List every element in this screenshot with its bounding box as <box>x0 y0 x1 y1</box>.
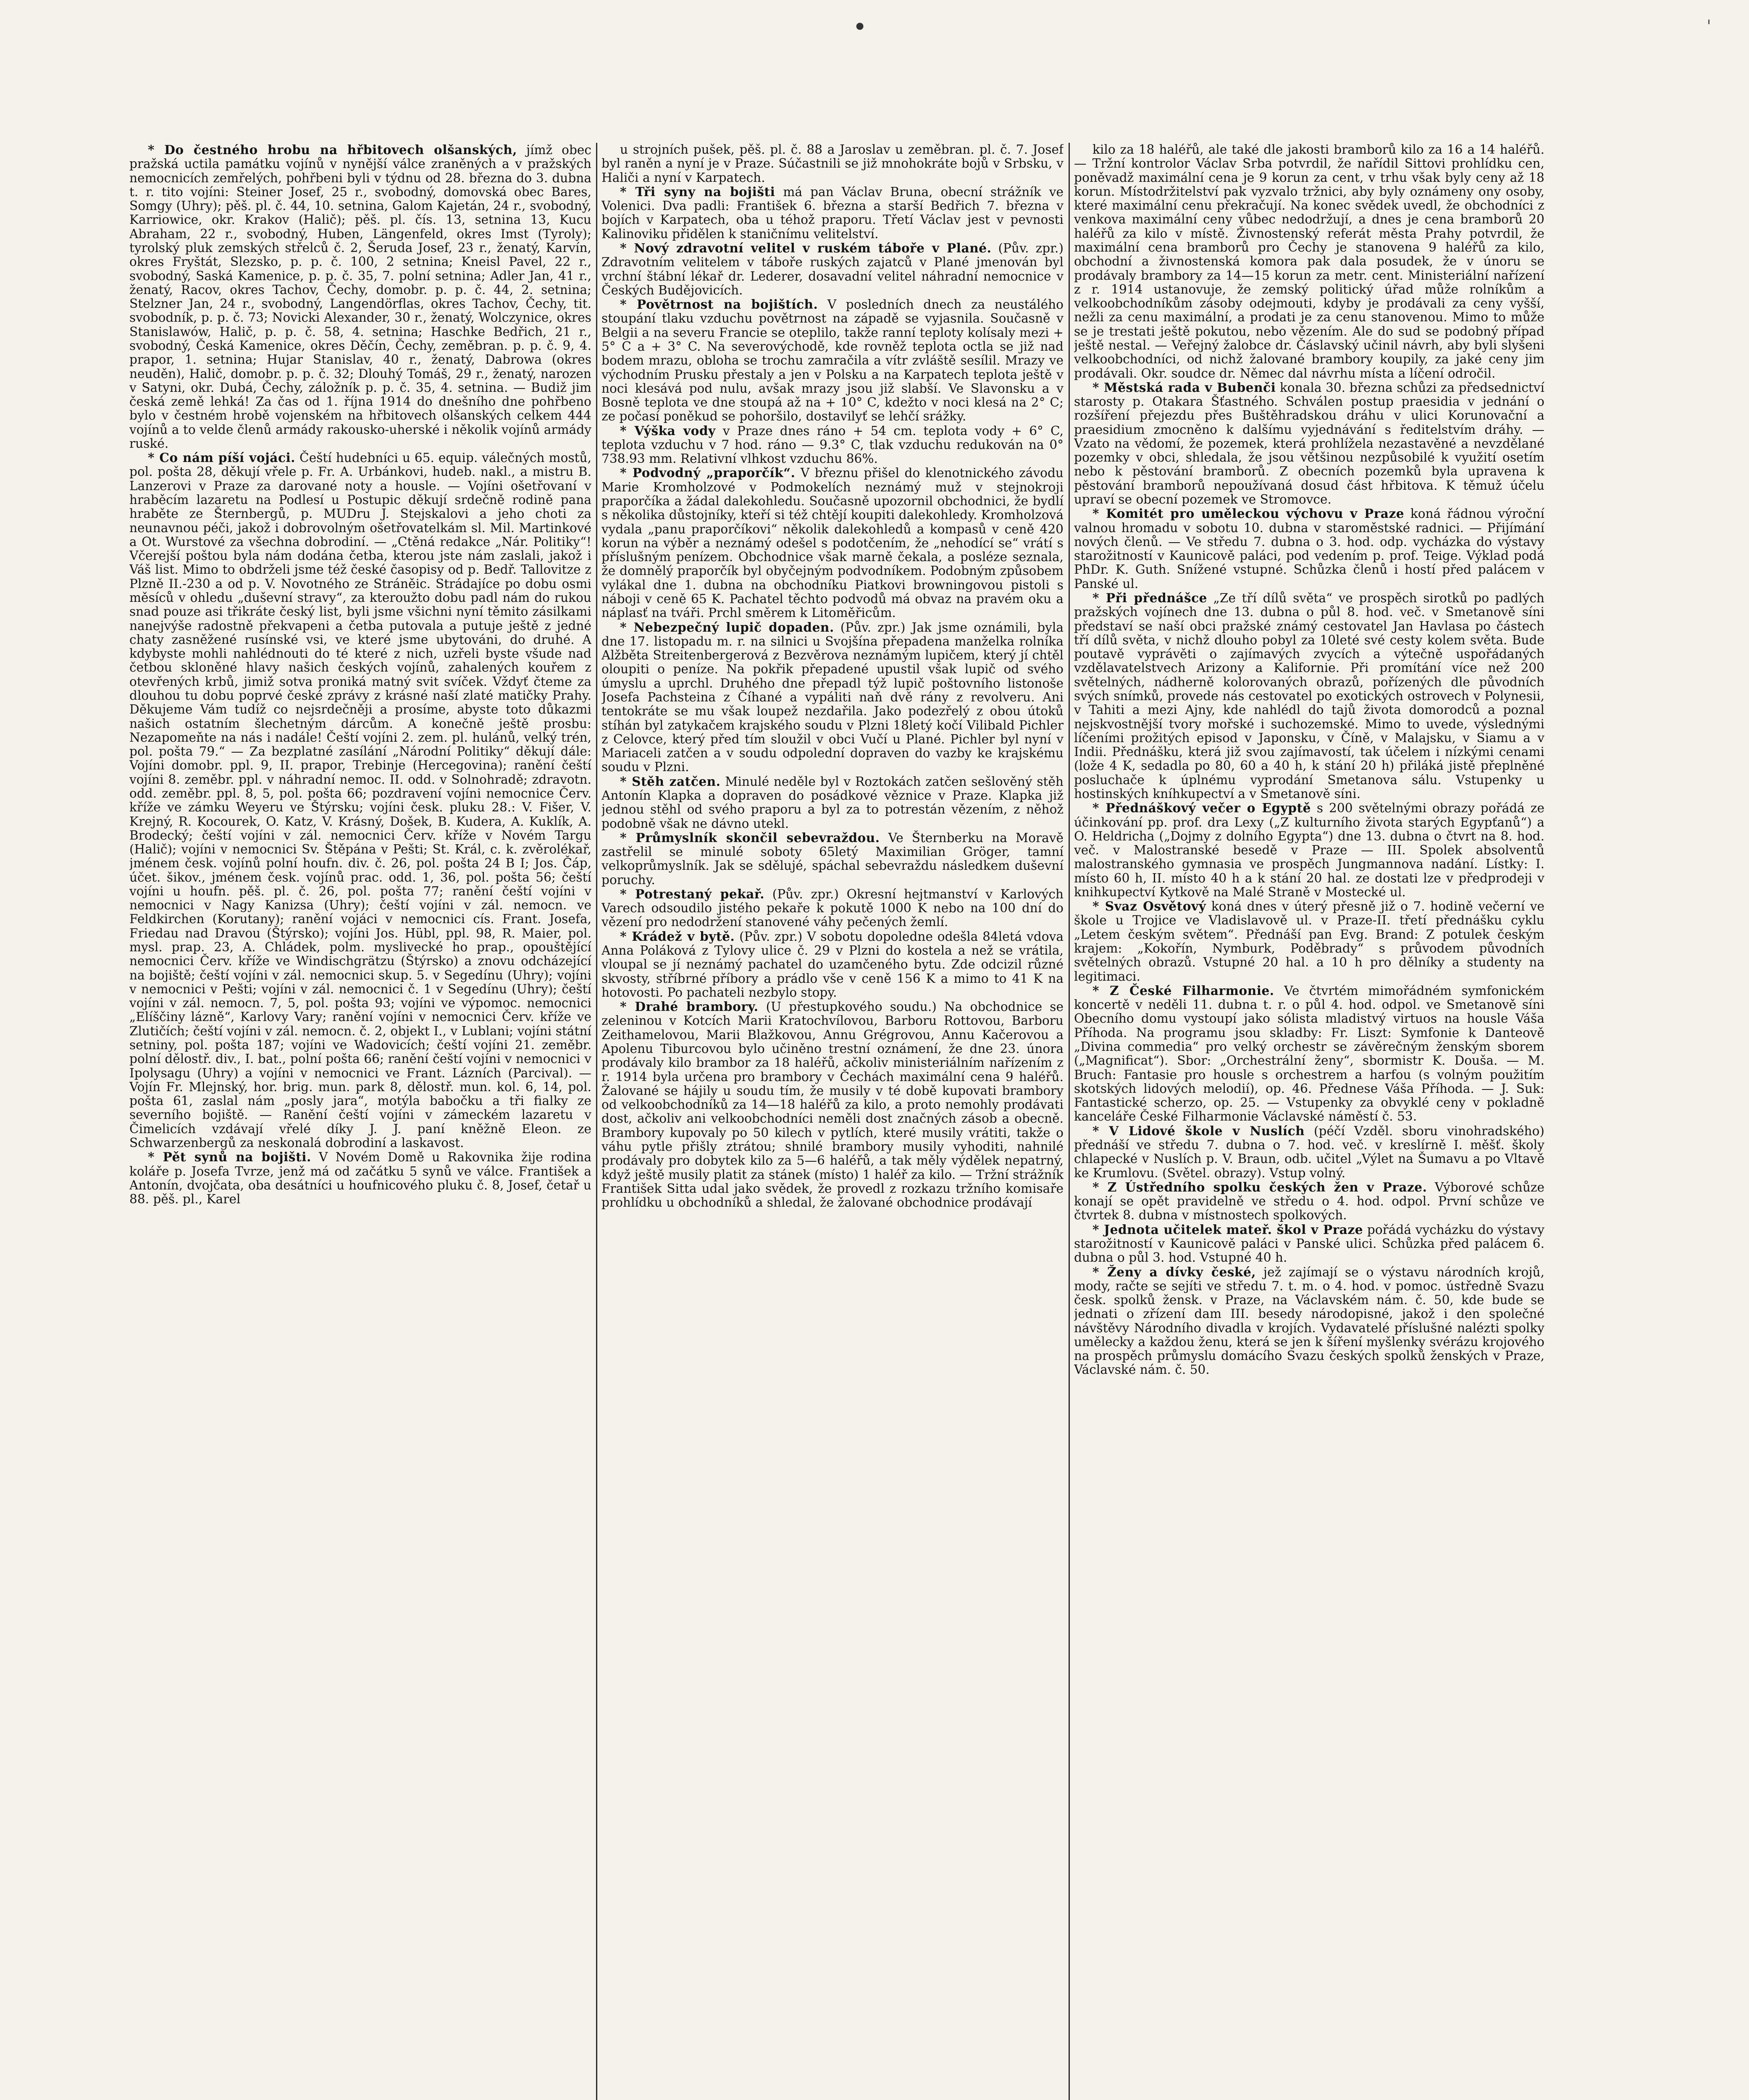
article <box>601 241 1064 297</box>
article-headline: * Pět synů na bojišti. <box>148 1150 311 1165</box>
article-headline: * Co nám píší vojáci. <box>148 450 296 465</box>
article-body: Ve Šternberku na Moravě zastřelil se minulé soboty 65letý Maximilian Gröger, tamní velkoprůmyslník. Jak se sdělujé, spáchal sebevraždu následkem duševní poruchy. <box>601 830 1064 887</box>
article-body: (Pův. zpr.) Jak jsme oznámili, byla dne 17. listopadu m. r. na silnici u Svojšína přepadena manželka rolníka Alžběta Streitenbergerová z Bezvěrova neznámým lupičem, který jí chtěl oloupiti o peníze. Na pokřik přepadené upustil však lupič od svého úmyslu a uprchl. Druhého dne přepadl týž lupič poštovního listonoše Josefa Pachsteina z Číhané a vypáliti naň dvě rány z revolveru. Ani tentokráte se mu však loupež nezdařila. Jako podezřelý z obou útoků stíhán byl zatykačem krajského soudu v Plzni 18letý kočí Vilibald Pichler z Celovce, který před tím sloužil v obci Vučí u Plané. Pichler byl nyní v Mariaceli zatčen a v soudu odpolední dopraven do vazby ke krajskému soudu v Plzni. <box>601 620 1064 774</box>
article <box>601 143 1064 185</box>
article-headline: * Tři syny na bojišti <box>620 184 775 199</box>
article <box>601 620 1064 774</box>
article-headline: * Přednáškový večer o Egyptě <box>1092 801 1311 816</box>
article-body: u strojních pušek, pěš. pl. č. 88 a Jaroslav u zeměbran. pl. č. 7. Josef byl raněn a nyní je v Praze. Súčastnili se již mnohokráte bojů v Srbsku, v Haliči a nyní v Karpatech. <box>601 143 1064 185</box>
article-headline: * Podvodný „praporčík“. <box>620 465 796 480</box>
article <box>1074 507 1544 591</box>
article-headline: * Stěh zatčen. <box>620 774 721 789</box>
article-body: V posledních dnech za neustálého stoupání tlaku vzduchu povětrnost na západě se vyjasnila. Současně v Belgii a na severu Francie se oteplilo, takže ranní teploty kolísaly mezi + 5° C a + 3° C. Na severovýchodě, kde rovněž teplota octla se již nad bodem mrazu, obloha se trochu zamračila a vítr zvláště sesílil. Mrazy ve východním Prusku přestaly a jen v Polsku a na Karpatech teplota ještě v noci klesává pod nulu, avšak mrazy jsou již slabší. Ve Slavonsku a v Bosně teplota ve dne stoupá až na + 10° C, kdežto v noci klesá na 2° C; ze počasí poněkud se pohoršilo, dostavilyť se lehčí srážky. <box>601 297 1064 424</box>
article-body: má pan Václav Bruna, obecní strážník ve Volenici. Dva padli: František 6. března a starší Bedřich 7. března v bojích v Karpatech, oba u téhož praporu. Třetí Václav jest v pevnosti Kalinoviku přidělen k staničnímu velitelství. <box>601 184 1064 241</box>
article-headline: * Z České Filharmonie. <box>1092 983 1274 998</box>
article <box>1074 984 1544 1124</box>
article <box>129 143 591 451</box>
article-headline: * Při přednášce <box>1092 591 1207 605</box>
corner-mark: ' <box>1707 17 1711 36</box>
article-headline: * Průmyslník skončil sebevraždou. <box>620 830 880 845</box>
article-body: koná dnes v úterý přesně již o 7. hodině večerní ve škole u Trojice ve Vladislavově ul. v Praze-II. třetí přednášku cyklu „Letem českým světem“. Přednáší pan Evg. Brand: Z potulek českým krajem: „Kokořín, Nymburk, Poděbrady“ s průvodem původních světelných obrazů. Vstupné 20 hal. a 10 h pro dělníky a studenty na legitimaci. <box>1074 899 1544 984</box>
article <box>1074 381 1544 507</box>
column-rule <box>1069 143 1070 2100</box>
article <box>129 451 591 1150</box>
article-headline: * Povětrnost na bojištích. <box>620 297 818 312</box>
article-headline: * Potrestaný pekař. <box>620 886 765 901</box>
article-headline: * Z Ústředního spolku českých žen v Praze. <box>1092 1179 1427 1194</box>
article <box>1074 143 1544 381</box>
article-body: (péčí Vzděl. sboru vinohradského) přednáší ve středu 7. dubna o 7. hod. več. v kreslírně I. měšť. školy chlapecké v Nuslích p. V. Braun, odb. učitel „Výlet na Šumavu a po Vltavě ke Krumlovu. (Světel. obrazy). Vstup volný. <box>1074 1124 1544 1180</box>
article-body: Ve čtvrtém mimořádném symfonickém koncertě v neděli 11. dubna t. r. o půl 4. hod. odpol. ve Smetanově síni Obecního domu vystoupí jako sólista mladistvý virtuos na housle Váša Příhoda. Na programu jsou skladby: Fr. Liszt: Symfonie k Danteově „Divina commedia“ pro velký orchestr se závěrečným ženským sborem („Magnificat“). Sbor: „Orchestrální ženy“, sbormistr K. Douša. — M. Bruch: Fantasie pro housle s orchestrem a harfou (s volným použitím skotských lidových melodií), op. 46. Přednese Váša Příhoda. — J. Suk: Fantastické scherzo, op. 25. — Vstupenky za obvyklé ceny v pokladně kanceláře České Filharmonie Václavské náměstí č. 53. <box>1074 983 1544 1124</box>
article-headline: * Komitét pro uměleckou výchovu v Praze <box>1092 506 1405 521</box>
article-body: (U přestupkového soudu.) Na obchodnice se zeleninou v Kotcích Marii Kratochvílovou, Barboru Rottovou, Barboru Zeithamelovou, Marii Blažkovou, Annu Grégrovou, Annu Kačerovou a Apolenu Tiburcovou bylo učiněno trestní oznámení, že dne 23. února prodávaly kilo brambor za 18 haléřů, ačkoliv ministeriálním nařízením z r. 1914 byla určena pro brambory v Čechách maximální cena 9 haléřů. Žalované se hájily u soudu tím, že musily v té době kupovati brambory od velkoobchodníků za 14—18 haléřů za kilo, a proto nemohly prodávati dost, ačkoliv ani velkoobchodníci neměli dost značných zásob a obecně. Brambory kupovaly po 50 kilech v pytlích, které musily vrátiti, takže o váhu pytle přišly ztrátou; shnilé brambory musily vyhoditi, nahnilé prodávaly pro dobytek kilo za 5—6 haléřů, a tak měly výdělek nepatrný, když ještě musily platit za stánek (místo) 1 haléř za kilo. — Tržní strážník František Sitta udal jako svědek, že provedl z rozkazu tržního komisaře prohlídku u obchodníků a shledal, že žalované obchodnice prodávají <box>601 1000 1064 1210</box>
column-rule <box>596 143 597 2100</box>
article-body: (Pův. zpr.) V sobotu dopoledne odešla 84letá vdova Anna Poláková z Tylovy ulice č. 29 v Plzni do kostela a než se vrátila, vloupal se jí neznámý pachatel do uzamčeného bytu. Zde odcizil různé skvosty, stříbrné příbory a prádlo vše v ceně 156 K a mimo to 41 K na hotovosti. Po pachateli nezbylo stopy. <box>601 929 1064 1000</box>
article-body: kilo za 18 haléřů, ale také dle jakosti bramborů kilo za 16 a 14 haléřů. — Tržní kontrolor Václav Srba potvrdil, že nařídil Sittovi prohlídku cen, poněvadž maximální cena je 9 korun za cent, v trhu však byly ceny až 18 korun. Místodržitelství pak vyzvalo tržnici, aby byly oznámeny ony osoby, které maximální cenu překračují. Na konec svědek uvedl, že obchodníci z venkova maximální ceny vůbec nedodržují, a dnes je cena bramborů 20 haléřů za kilo v místě. Živnostenský referát města Prahy potvrdil, že maximální cena bramborů pro Čechy je stanovena 9 haléřů za kilo, obchodní a živnostenská komora pak dala posudek, že v únoru se prodávaly brambory za 14—15 korun za metr. cent. Ministeriální nařízení z r. 1914 ustanovuje, že zemský politický úřad může rolníkům a velkoobchodníkům zásoby odejmouti, kdyby je prodávali za ceny vyšší, nežli za cenu maximální, a prodati je za cenu stanovenou. Mimo to může se je trestati ještě pokutou, nebo vězením. Ale do sud se podobný případ ještě nestal. — Veřejný žalobce dr. Čáslavský učinil návrh, aby byli slyšeni velkoobchodníci, od nichž žalované brambory koupily, za jaké ceny jim prodávali. Okr. soudce dr. Němec dal návrhu místa a líčení odročil. <box>1074 143 1544 381</box>
article-body: Čeští hudebníci u 65. equip. válečných mostů, pol. pošta 28, děkují vřele p. Fr. A. Urbánkovi, hudeb. nakl., a mistru B. Lanzerovi v Praze za darované noty a housle. — Vojíni ošetřovaní v hraběcím lazaretu na Podlesí u Postupic děkují srdečně rodině pana hraběte ze Šternbergů, p. MUDru J. Stejskalovi a jeho choti za neunavnou péči, jakož i dobrovolným ošetřovatelkám sl. Mil. Martinkové a Ot. Wurstové za všechna dobrodiní. — „Ctěná redakce „Nár. Politiky“! Včerejší poštou byla nám dodána četba, kterou jste nám zaslali, jakož i Váš list. Mimo to obdrželi jsme též české časopisy od p. Bedř. Tallovitze z Plzně II.-230 a od p. V. Novotného ze Stráněic. Strádajíce po dobu osmi měsíců v ohledu „duševní stravy“, za kteroužto dobu padl nám do rukou snad pouze asi třikráte český list, byli jsme všichni nyní těmito zásilkami nanejvýše radostně překvapeni a četba putovala a putuje ještě z jedné chaty zasněžené rusínské vsi, ve které jsme ubytováni, do druhé. A kdybyste mohli nahlédnouti do té které z nich, uzřeli byste všude nad četbou skloněné hlavy našich českých vojínů, zahalených kouřem z otevřených krbů, jimiž sotva proniká matný svit svíček. Vždyť čteme za dlouhou tu dobu poprvé české zprávy z krásné naší zlaté matičky Prahy. Děkujeme Vám tudíž co nejsrdečněji a prosíme, abyste toto důkazmi našich ostatním šlechetným dárcům. A konečně ještě prosbu: Nezapomeňte na nás i nadále! Čeští vojíni 2. zem. pl. hulánů, velký trén, pol. pošta 79.“ — Za bezplatné zasílání „Národní Politiky“ děkují dále: Vojíni domobr. ppl. 9, II. prapor, Trebinje (Hercegovina); ranění čeští vojíni 8. zeměbr. ppl. v náhradní nemoc. II. odd. v Solnohradě; zdravotn. odd. zeměbr. ppl. 8, 5, pol. pošta 66; pozdravení vojíni nemocnice Červ. kříže ve zámku Weyeru ve Štýrsku; vojíni česk. pluku 28.: V. Fišer, V. Krejný, R. Kocourek, O. Katz, V. Krásný, Došek, B. Kudera, A. Kuklík, A. Brodecký; čeští vojíni v zál. nemocnici Červ. kříže v Novém Targu (Halič); vojíni v nemocnici Sv. Štěpána v Pešti; St. Král, c. k. zvěrolékař, jménem česk. vojínů polní houfn. div. č. 26, pol. pošta 24 B I; Jos. Čáp, účet. šikov., jménem česk. vojínů prac. odd. 1, 36, pol. pošta 56; čeští vojíni u houfn. pěš. pl. č. 26, pol. pošta 77; ranění čeští vojíni v nemocnici v Nagy Kanizsa (Uhry); čeští vojíni v zál. nemocn. ve Feldkirchen (Korutany); ranění vojáci v nemocnici cís. Frant. Josefa, Friedau nad Dravou (Štýrsko); vojíni Jos. Hübl, ppl. 98, R. Maier, pol. mysl. prap. 23, A. Chládek, polm. myslivecké ho prap., opouštějící nemocnici Červ. kříže ve Windischgrätzu (Štýrsko) a znovu odcházející na bojiště; čeští vojíni v zál. nemocnici skup. 5. v Segedínu (Uhry); vojíni v nemocnici v Pešti; vojíni v zál. nemocnici č. 1 v Segedínu (Uhry); čeští vojíni v zál. nemocn. 7, 5, pol. pošta 93; vojíni ve výpomoc. nemocnici „Elíščiny lázně“, Karlovy Vary; ranění vojíni v nemocnici Červ. kříže ve Zlutičích; čeští vojíni v zál. nemocn. č. 2, objekt I., v Lublani; vojíni státní setniny, pol. pošta 187; vojíni ve Wadovicích; čeští vojíni 21. zeměbr. polní dělostř. div., I. bat., polní pošta 66; ranění čeští vojíni v nemocnici v Ipolysagu (Uhry) a vojíni v nemocnici ve Frant. Lázních (Parcival). — Vojín Fr. Mlejnský, hor. brig. mun. park 8, dělostř. mun. kol. 6, 14, pol. pošta 61, zaslal nám „posly jara“, motýla babočku a tři fialky ze severního bojiště. — Ranění čeští vojíni v zámeckém lazaretu v Čimelicích vzdávají vřelé díky J. J. paní kněžně Eleon. ze Schwarzenbergů za neskonalá dobrodiní a laskavost. <box>129 451 591 1150</box>
article-body: (Pův. zpr.) Zdravotním velitelem v táboře ruských zajatců v Plané jmenován byl vrchní štábní lékař dr. Lederer, dosavadní velitel náhradní nemocnice v Českých Budějovicích. <box>601 241 1064 297</box>
article <box>1074 1180 1544 1223</box>
article <box>601 1000 1064 1210</box>
article-body: pořádá vycházku do výstavy starožitností v Kaunicově paláci v Panské ulici. Schůzka před palácem 6. dubna o půl 3. hod. Vstupné 40 h. <box>1074 1222 1544 1265</box>
article-headline: * Svaz Osvětový <box>1092 899 1206 914</box>
article-body: koná řádnou výroční valnou hromadu v sobotu 10. dubna v staroměstské radnici. — Přijímání nových členů. — Ve středu 7. dubna o 3. hod. odp. vycházka do výstavy starožitností v Kaunicově paláci, pod vedením p. prof. Teige. Výklad podá PhDr. K. Guth. Snížené vstupné. Schůzka členů i hostí před palácem v Panské ul. <box>1074 507 1544 591</box>
article-headline: * Ženy a dívky české, <box>1092 1264 1256 1279</box>
article <box>601 424 1064 466</box>
article-body: Výborové schůze konají se opět pravidelně ve středu o 4. hod. odpol. První schůze ve čtvrtek 8. dubna v místnostech spolkových. <box>1074 1180 1544 1223</box>
article-headline: * Nebezpečný lupič dopaden. <box>620 620 834 635</box>
article <box>1074 591 1544 801</box>
article <box>601 831 1064 887</box>
article <box>1074 1223 1544 1265</box>
article <box>601 466 1064 620</box>
page-mark: • <box>853 13 867 41</box>
article-headline: * Městská rada v Bubenči <box>1092 380 1276 395</box>
column-3 <box>1074 143 1544 2100</box>
article-headline: * Výška vody <box>620 423 716 438</box>
article <box>601 929 1064 1000</box>
article <box>601 887 1064 929</box>
column-1 <box>129 143 591 2100</box>
article <box>1074 1265 1544 1377</box>
article <box>1074 899 1544 984</box>
column-2 <box>601 143 1064 2100</box>
article-body: jež zajímají se o výstavu národních krojů, mody, račte se sejíti ve středu 7. t. m. o 4. hod. v pomoc. ústředně Svazu česk. spolků žensk. v Praze, na Václavském nám. č. 50, kde bude se jednati o zřízení dam III. besedy národopisné, jakož i den společné návštěvy Národního divadla v krojích. Vydavatelé příslušné nalézti spolky umělecky a každou ženu, která se jen k šíření myšlenky svérázu krojového na prospěch průmyslu domácího Svazu českých spolků ženských v Praze, Václavské nám. č. 50. <box>1074 1265 1544 1377</box>
article-body: (Pův. zpr.) Okresní hejtmanství v Karlových Varech odsoudilo jistého pekaře k pokutě 1000 K nebo na 100 dní do vězení pro nedodržení stanovené váhy pečených žemlí. <box>601 887 1064 929</box>
article-body: „Ze tří dílů světa“ ve prospěch sirotků po padlých pražských vojínech dne 13. dubna o půl 8. hod. več. v Smetanově síni představí se naší obci pražské známý cestovatel Jan Havlasa po částech tří dílů světa, v nichž dlouho pobyl za 10leté své cesty kolem světa. Bude poutavě vyprávěti o zajímavých zvycích a výtečně uspořádaných vzdělavatelstvech Arizony a Kalifornie. Při promítání více než 200 světelných, nádherně kolorovaných obrazů, pořízených dle původních svých snímků, provede nás cestovatel po exotických ostrovech v Polynesii, v Tahiti a mezi Ajny, kde nahlédl do tajů života domorodců a poznal nejskvostnější tvory mořské i suchozemské. Mimo to uvede, výslednými líčeními prožitých episod v Japonsku, v Číně, v Malajsku, v Siamu a v Indii. Přednášku, která již svou zajímavostí, tak účelem i nízkými cenami (lože 4 K, sedadla po 80, 60 a 40 h, k stání 20 h) přiláká jistě přeplněné posluchače k úplnému vyprodání Smetanova sálu. Vstupenky u hostinských kníhkupectví a v Smetanově síni. <box>1074 591 1544 801</box>
article-headline: * Jednota učitelek mateř. škol v Praze <box>1092 1222 1363 1237</box>
article <box>601 185 1064 241</box>
article-body: V březnu přišel do klenotnického závodu Marie Kromholzové v Podmokelích neznámý muž v stejnokroji praporčíka a žádal dalekohledu. Současně upozornil obchodnici, že bydlí s několika důstojníky, kteří si též chtějí koupiti dalekohledy. Kromholzová vydala „panu praporčíkovi“ několik dalekohledů a kompasů v ceně 420 korun na výběr a neznámý odešel s podotčením, že „nehodící se“ vrátí s příslušným penízem. Obchodnice však marně čekala, a posléze seznala, že domnělý praporčík byl obyčejným podvodníkem. Podobným způsobem vylákal dne 1. dubna na obchodníku Piatkovi browningovou pistoli s náboji v ceně 65 K. Pachatel těchto podvodů má obvaz na pravém oku a náplasť na tváři. Prchl směrem k Litoměřicům. <box>601 466 1064 620</box>
article-body: Minulé neděle byl v Roztokách zatčen sešlověný stěh Antonín Klapka a dopraven do posádkové věznice v Praze. Klapka již jednou stěhl od svého praporu a byl za to potrestán vězením, z něhož podobně však ne dávno utekl. <box>601 774 1064 831</box>
article <box>601 297 1064 424</box>
article-headline: * Do čestného hrobu na hřbitovech olšanských, <box>148 143 517 157</box>
article-headline: * Drahé brambory. <box>620 999 759 1014</box>
article <box>1074 801 1544 899</box>
article-headline: * Krádež v bytě. <box>620 929 735 944</box>
article <box>601 774 1064 831</box>
article <box>1074 1124 1544 1180</box>
article-body: V Novém Domě u Rakovnika žije rodina koláře p. Josefa Tvrze, jenž má od začátku 5 synů ve válce. František a Antonín, dvojčata, oba desátníci u houfnicového pluku č. 8, Josef, četař u 88. pěš. pl., Karel <box>129 1150 591 1207</box>
article-headline: * Nový zdravotní velitel v ruském táboře v Plané. <box>620 240 992 255</box>
article-body: v Praze dnes ráno + 54 cm. teplota vody + 6° C, teplota vzduchu v 7 hod. ráno — 9.3° C, tlak vzduchu redukován na 0° 738.93 mm. Relativní vlhkost vzduchu 86%. <box>601 423 1064 466</box>
article-headline: * V Lidové škole v Nuslích <box>1092 1123 1305 1138</box>
article <box>129 1150 591 1206</box>
article-body: jímž obec pražská uctila památku vojínů v nynější válce zraněných a v pražských nemocnicích zemřelých, pohřbeni byli v týdnu od 28. března do 3. dubna t. r. tito vojíni: Steiner Josef, 25 r., svobodný, domovská obec Bares, Somgy (Uhry); pěš. pl. č. 44, 10. setnina, Galom Kajetán, 24 r., svobodný, Karriowice, okr. Krakov (Halič); pěš. pl. čís. 13, setnina 13, Kucu Abraham, 22 r., svobodný, Huben, Längenfeld, okres Imst (Tyroly); tyrolský pluk zemských střelců č. 2, Šeruda Josef, 23 r., ženatý, Karvín, okres Fryštát, Slezsko, p. p. č. 100, 2 setnina; Kneisl Pavel, 22 r., svobodný, Saská Kamenice, p. p. č. 35, 7. polní setnina; Adler Jan, 41 r., ženatý, Racov, okres Tachov, Čechy, domobr. p. p. č. 44, 2. setnina; Stelzner Jan, 24 r., svobodný, Langendörflas, okres Tachov, Čechy, tit. svobodník, p. p. č. 73; Novicki Alexander, 30 r., ženatý, Wolczynice, okres Stanislawów, Halič, p. p. č. 58, 4. setnina; Haschke Bedřich, 21 r., svobodný, Česká Kamenice, okres Děčín, Čechy, zeměbran. p. p. č. 9, 4. prapor, 1. setnina; Hujar Stanislav, 40 r., ženatý, Dabrowa (okres neuděn), Halič, domobr. p. p. č. 32; Dlouhý Tomáš, 29 r., ženatý, narozen v Satyni, okr. Dubá, Čechy, záložník p. p. č. 35, 4. setnina. — Budiž jim česká země lehká! Za čas od 1. října 1914 do dnešního dne pohřbeno bylo v čestném hrobě vojenském na hřbitovech olšanských celkem 444 vojínů a to velde členů armády rakousko-uherské i několik vojínů armády ruské. <box>129 143 591 451</box>
article-body: konala 30. března schůzi za předsednictví starosty p. Otakara Šťastného. Schválen postup praesidia v jednání o rozšíření přejezdu přes Buštěhradskou dráhu v ulici Korunovační a praesidium zmocněno k dalšímu vyjednávání s ředitelstvím dráhy. — Vzato na vědomí, že pozemek, která prohlížela nezastavěné a nevzdělané pozemky v obci, shledala, že jsou většinou nezpůsobilé k využití osetím nebo k pěstování bramborů. Z obecních pozemků byla upravena k pěstování bramborů nepoužívaná dosud část hřbitova. K těmuž účelu upraví se obecní pozemek ve Stromovce. <box>1074 380 1544 507</box>
article-body: s 200 světelnými obrazy pořádá ze účinkování pp. prof. dra Lexy („Z kulturního života starých Egypťanů“) a O. Heldricha („Dojmy z dolního Egypta“) dne 13. dubna o čtvrt na 8. hod. več. v Malostranské besedě v Praze — III. Spolek absolventů malostranského gymnasia ve prospěch Jungmannova nadání. Lístky: I. místo 60 h, II. místo 40 h a k stání 20 hal. ze dostati lze v předprodeji v knihkupectví Kytkově na Malé Straně v Mostecké ul. <box>1074 801 1544 899</box>
